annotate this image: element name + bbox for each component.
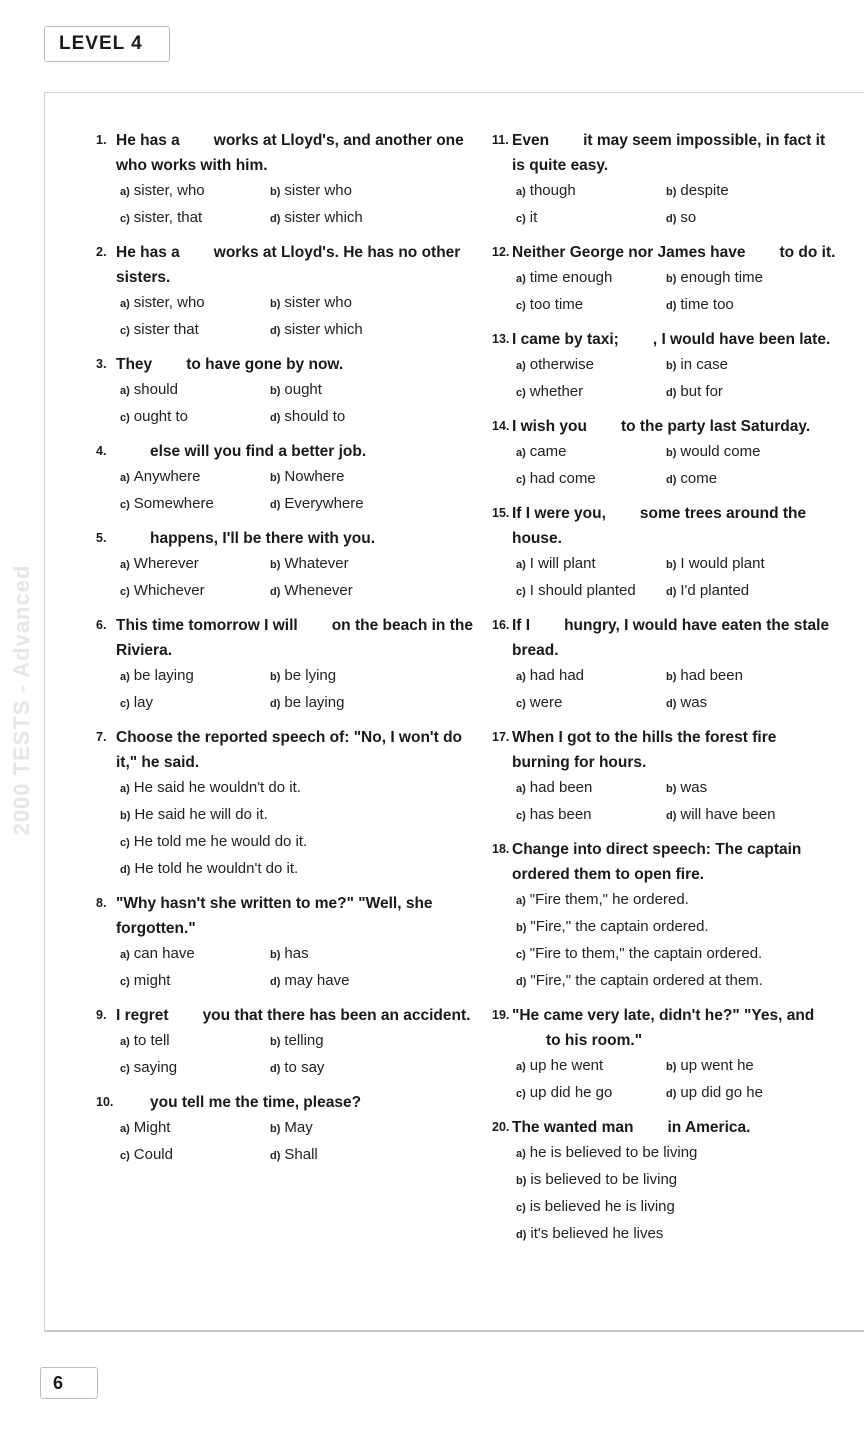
answer-option[interactable]: d) Shall [270,1146,318,1163]
answer-option[interactable]: a) sister, who [120,182,205,199]
answer-option[interactable]: c) I should planted [516,582,636,599]
answer-options [516,551,842,605]
answer-option[interactable]: c) it [516,209,538,226]
answer-option[interactable]: a) should [120,381,178,398]
answer-option[interactable]: d) was [666,694,708,711]
answer-option[interactable]: a) to tell [120,1032,170,1049]
answer-option[interactable]: b) would come [666,443,761,460]
answer-option[interactable]: b) I would plant [666,555,765,572]
answer-option[interactable]: a) had had [516,667,585,684]
answer-option[interactable]: d) up did go he [666,1084,763,1101]
question-14 [492,414,842,493]
answer-option[interactable]: d) should to [270,408,346,425]
answer-options [516,663,842,717]
question-stem: 6. This time tomorrow I will on the beach in the Riviera. [96,617,473,659]
question-16 [492,613,842,717]
question-stem: 13. I came by taxi; , I would have been late. [492,331,831,348]
answer-option[interactable]: a) "Fire them," he ordered. [516,891,689,908]
answer-option[interactable]: d) be laying [270,694,345,711]
answer-option[interactable]: a) Might [120,1119,171,1136]
answer-options [516,887,842,995]
question-stem: 16. If I hungry, I would have eaten the stale bread. [492,617,830,659]
question-10 [96,1090,476,1169]
answer-options [120,1115,476,1169]
answer-options [516,1140,842,1248]
answer-option[interactable]: c) might [120,972,171,989]
answer-option[interactable]: c) saying [120,1059,178,1076]
question-stem: 10. you tell me the time, please? [96,1094,362,1111]
answer-option[interactable]: b) Whatever [270,555,349,572]
question-8 [96,891,476,995]
answer-option[interactable]: b) has [270,945,309,962]
question-7 [96,725,476,883]
answer-options [516,178,842,232]
question-stem: 7. Choose the reported speech of: "No, I won't do it," he said. [96,729,463,771]
answer-option[interactable]: d) Everywhere [270,495,364,512]
answer-options [120,775,476,883]
answer-option[interactable]: b) is believed to be living [516,1171,678,1188]
question-stem: 3. They to have gone by now. [96,356,344,373]
answer-option[interactable]: c) sister that [120,321,199,338]
answer-option[interactable]: d) come [666,470,718,487]
answer-option[interactable]: b) sister who [270,294,352,311]
question-15 [492,501,842,605]
answer-options [120,178,476,232]
side-watermark-label: 2000 TESTS - Advanced [9,564,34,836]
answer-option[interactable]: a) came [516,443,567,460]
answer-option[interactable]: a) Wherever [120,555,199,572]
question-18 [492,837,842,995]
answer-options [120,551,476,605]
answer-option[interactable]: b) "Fire," the captain ordered. [516,918,709,935]
answer-option[interactable]: d) time too [666,296,734,313]
answer-option[interactable]: d) "Fire," the captain ordered at them. [516,972,763,989]
answer-option[interactable]: c) Whichever [120,582,205,599]
question-12 [492,240,842,319]
question-stem: 8. "Why hasn't she written to me?" "Well, sheforgotten." [96,895,433,937]
question-stem: 4. else will you find a better job. [96,443,367,460]
answer-option[interactable]: a) sister, who [120,294,205,311]
answer-option[interactable]: a) I will plant [516,555,596,572]
level-heading: LEVEL 4 [44,26,170,62]
question-3 [96,352,476,431]
answer-options [516,265,842,319]
answer-option[interactable]: a) Anywhere [120,468,201,485]
answer-option[interactable]: a) he is believed to be living [516,1144,698,1161]
question-stem: 19. "He came very late, didn't he?" "Yes, andto his room." [492,1007,815,1049]
answer-option[interactable]: c) had come [516,470,596,487]
question-stem: 15. If I were you, some trees around the house. [492,505,807,547]
answer-option[interactable]: d) I'd planted [666,582,750,599]
question-6 [96,613,476,717]
answer-options [120,464,476,518]
question-stem: 2. He has a works at Lloyd's. He has no other sisters. [96,244,461,286]
answer-options [120,377,476,431]
answer-option[interactable]: c) has been [516,806,592,823]
answer-option[interactable]: a) though [516,182,576,199]
answer-option[interactable]: c) sister, that [120,209,203,226]
answer-option[interactable]: a) up he went [516,1057,604,1074]
question-stem: 5. happens, I'll be there with you. [96,530,376,547]
question-9 [96,1003,476,1082]
question-4 [96,439,476,518]
page-number: 6 [40,1367,98,1399]
answer-option[interactable]: b) was [666,779,708,796]
answer-option[interactable]: c) Somewhere [120,495,214,512]
question-5 [96,526,476,605]
answer-option[interactable]: d) He told he wouldn't do it. [120,860,299,877]
answer-option[interactable]: c) ought to [120,408,188,425]
right-question-column [492,128,842,1256]
answer-option[interactable]: b) in case [666,356,728,373]
answer-option[interactable]: c) were [516,694,563,711]
answer-option[interactable]: d) it's believed he lives [516,1225,664,1242]
answer-option[interactable]: b) enough time [666,269,763,286]
question-stem: 11. Even it may seem impossible, in fact it is quite easy. [492,132,826,174]
question-stem: 1. He has a works at Lloyd's, and another one who works with him. [96,132,464,174]
answer-option[interactable]: c) whether [516,383,584,400]
question-stem: 12. Neither George nor James have to do it. [492,244,836,261]
answer-option[interactable]: a) had been [516,779,593,796]
answer-option[interactable]: b) telling [270,1032,324,1049]
question-1 [96,128,476,232]
answer-options [516,775,842,829]
question-stem: 18. Change into direct speech: The captain ordered them to open fire. [492,841,802,883]
question-stem: 17. When I got to the hills the forest fireburning for hours. [492,729,777,771]
answer-option[interactable]: b) had been [666,667,743,684]
left-question-column [96,128,476,1177]
answer-option[interactable]: d) sister which [270,321,363,338]
question-20 [492,1115,842,1248]
answer-option[interactable]: d) will have been [666,806,776,823]
answer-option[interactable]: a) be laying [120,667,194,684]
question-11 [492,128,842,232]
answer-option[interactable]: c) Could [120,1146,173,1163]
answer-options [120,941,476,995]
question-17 [492,725,842,829]
question-19 [492,1003,842,1107]
answer-option[interactable]: c) "Fire to them," the captain ordered. [516,945,763,962]
question-13 [492,327,842,406]
question-stem: 14. I wish you to the party last Saturday. [492,418,811,435]
answer-option[interactable]: b) sister who [270,182,352,199]
answer-option[interactable]: b) ought [270,381,322,398]
answer-option[interactable]: c) lay [120,694,153,711]
answer-option[interactable]: b) He said he will do it. [120,806,268,823]
answer-option[interactable]: b) be lying [270,667,337,684]
answer-option[interactable]: d) sister which [270,209,363,226]
question-stem: 20. The wanted man in America. [492,1119,751,1136]
answer-option[interactable]: c) He told me he would do it. [120,833,308,850]
answer-options [516,1053,842,1107]
answer-option[interactable]: d) may have [270,972,350,989]
answer-options [516,352,842,406]
answer-option[interactable]: d) to say [270,1059,325,1076]
question-2 [96,240,476,344]
answer-option[interactable]: b) Nowhere [270,468,345,485]
answer-option[interactable]: a) can have [120,945,195,962]
answer-option[interactable]: a) He said he wouldn't do it. [120,779,301,796]
question-stem: 9. I regret you that there has been an accident. [96,1007,471,1024]
answer-option[interactable]: c) too time [516,296,584,313]
answer-options [120,1028,476,1082]
answer-option[interactable]: a) otherwise [516,356,594,373]
answer-option[interactable]: c) is believed he is living [516,1198,675,1215]
answer-options [120,663,476,717]
answer-option[interactable]: d) Whenever [270,582,353,599]
answer-option[interactable]: d) so [666,209,697,226]
answer-option[interactable]: c) up did he go [516,1084,613,1101]
answer-options [120,290,476,344]
answer-option[interactable]: b) despite [666,182,729,199]
answer-option[interactable]: b) up went he [666,1057,754,1074]
answer-option[interactable]: a) time enough [516,269,613,286]
answer-option[interactable]: d) but for [666,383,723,400]
answer-option[interactable]: b) May [270,1119,313,1136]
answer-options [516,439,842,493]
